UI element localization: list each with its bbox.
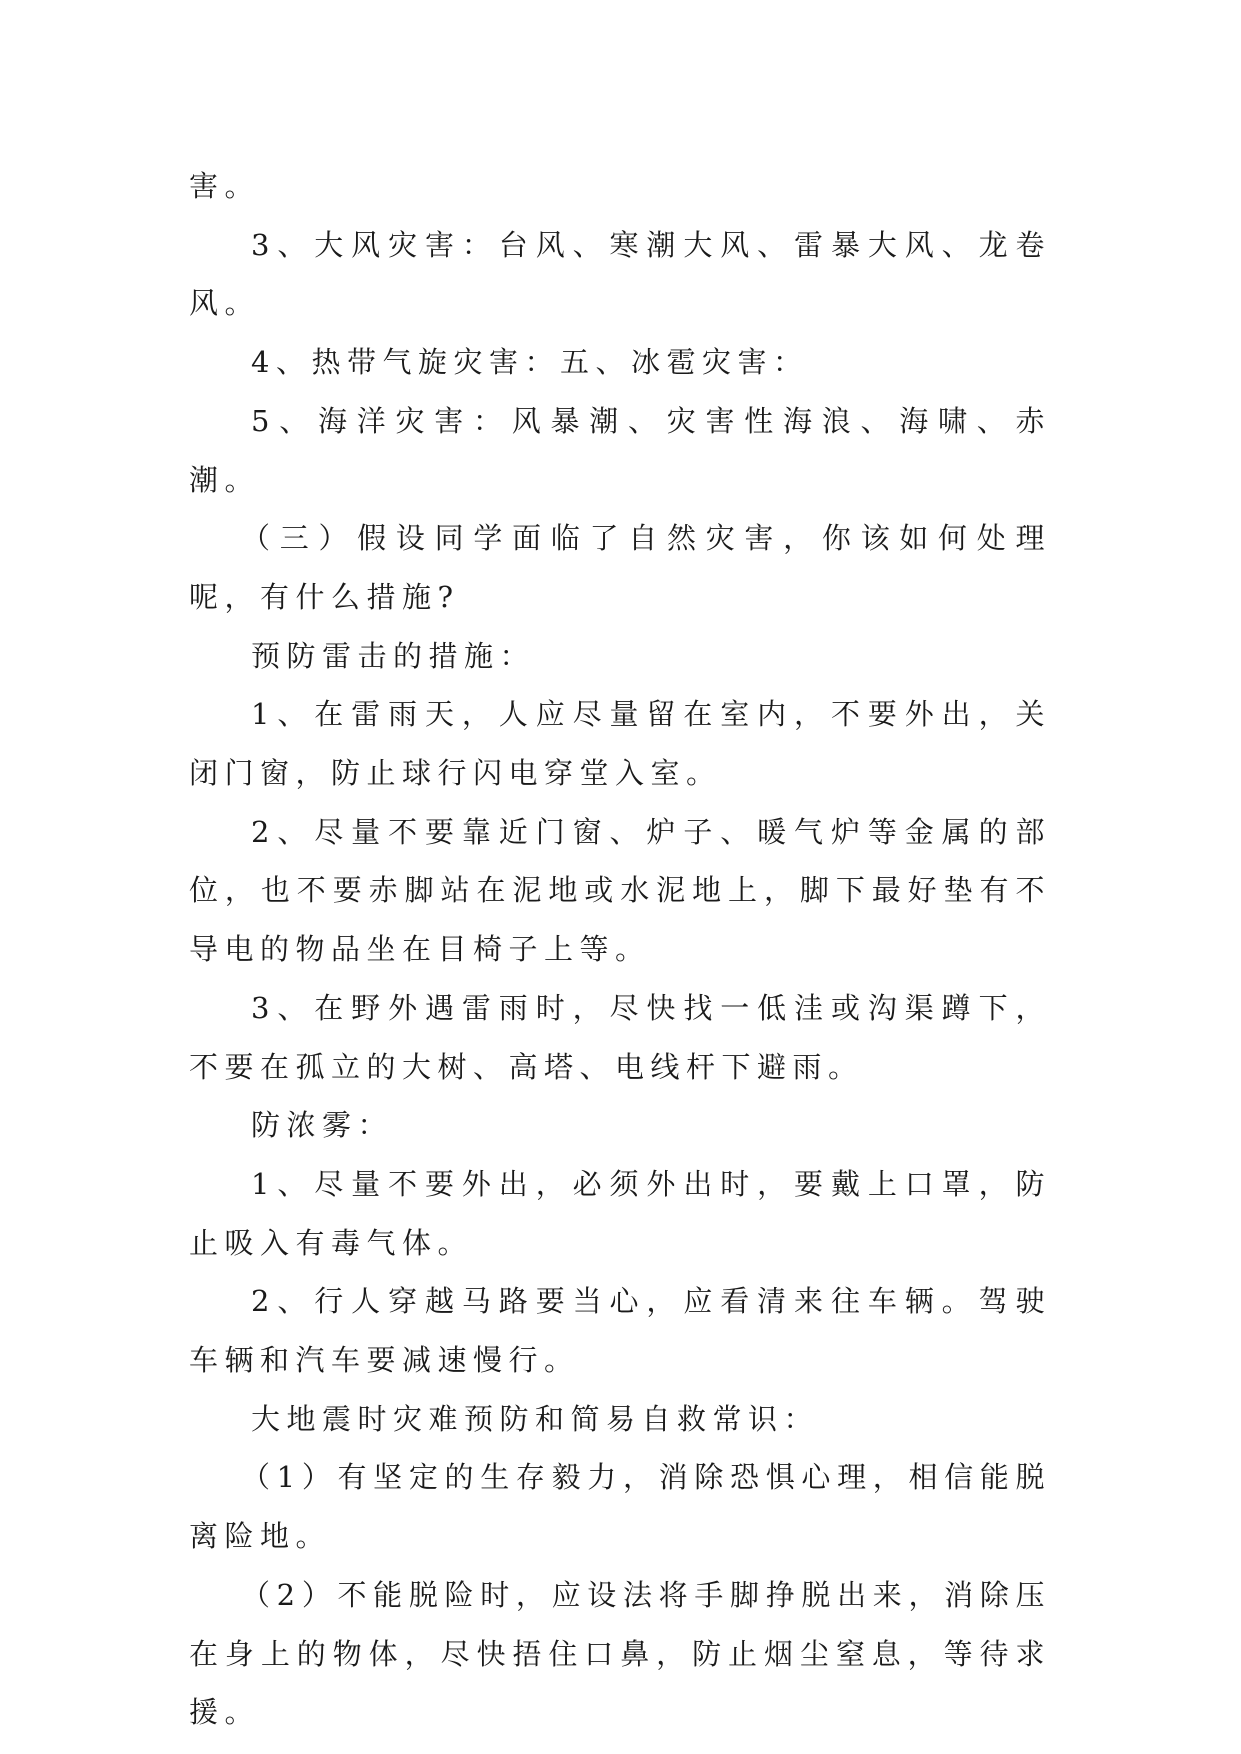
paragraph-lightning-1: 1、在雷雨天，人应尽量留在室内，不要外出，关闭门窗，防止球行闪电穿堂入室。 bbox=[189, 697, 1051, 791]
paragraph-ocean-disaster: 5、海洋灾害：风暴潮、灾害性海浪、海啸、赤潮。 bbox=[189, 403, 1051, 497]
heading-lightning-prevention: 预防雷击的措施： bbox=[251, 638, 536, 673]
paragraph-earthquake-2: （2）不能脱险时，应设法将手脚挣脱出来，消除压在身上的物体，尽快捂住口鼻，防止烟尘窒息，等待求援。 bbox=[189, 1577, 1051, 1730]
paragraph-continuation: 害。 bbox=[189, 169, 261, 203]
paragraph-tropical-cyclone: 4、热带气旋灾害：五、冰雹灾害： bbox=[251, 345, 809, 380]
paragraph-lightning-2: 2、尽量不要靠近门窗、炉子、暖气炉等金属的部位，也不要赤脚站在泥地或水泥地上，脚下最好垫有不导电的物品坐在目椅子上等。 bbox=[189, 814, 1051, 967]
paragraph-section-three: （三）假设同学面临了自然灾害，你该如何处理呢，有什么措施? bbox=[189, 521, 1051, 614]
paragraph-fog-1: 1、尽量不要外出，必须外出时，要戴上口罩，防止吸入有毒气体。 bbox=[189, 1166, 1051, 1260]
paragraph-fog-2: 2、行人穿越马路要当心，应看清来往车辆。驾驶车辆和汽车要减速慢行。 bbox=[189, 1284, 1051, 1378]
paragraph-earthquake-1: （1）有坚定的生存毅力，消除恐惧心理，相信能脱离险地。 bbox=[189, 1460, 1051, 1554]
document-body bbox=[189, 157, 1051, 1742]
paragraph-wind-disaster: 3、大风灾害：台风、寒潮大风、雷暴大风、龙卷风。 bbox=[189, 227, 1051, 321]
paragraph-lightning-3: 3、在野外遇雷雨时，尽快找一低洼或沟渠蹲下，不要在孤立的大树、高塔、电线杆下避雨。 bbox=[189, 990, 1051, 1084]
heading-earthquake-self-rescue: 大地震时灾难预防和简易自救常识： bbox=[251, 1401, 820, 1436]
heading-fog-prevention: 防浓雾： bbox=[251, 1108, 394, 1143]
